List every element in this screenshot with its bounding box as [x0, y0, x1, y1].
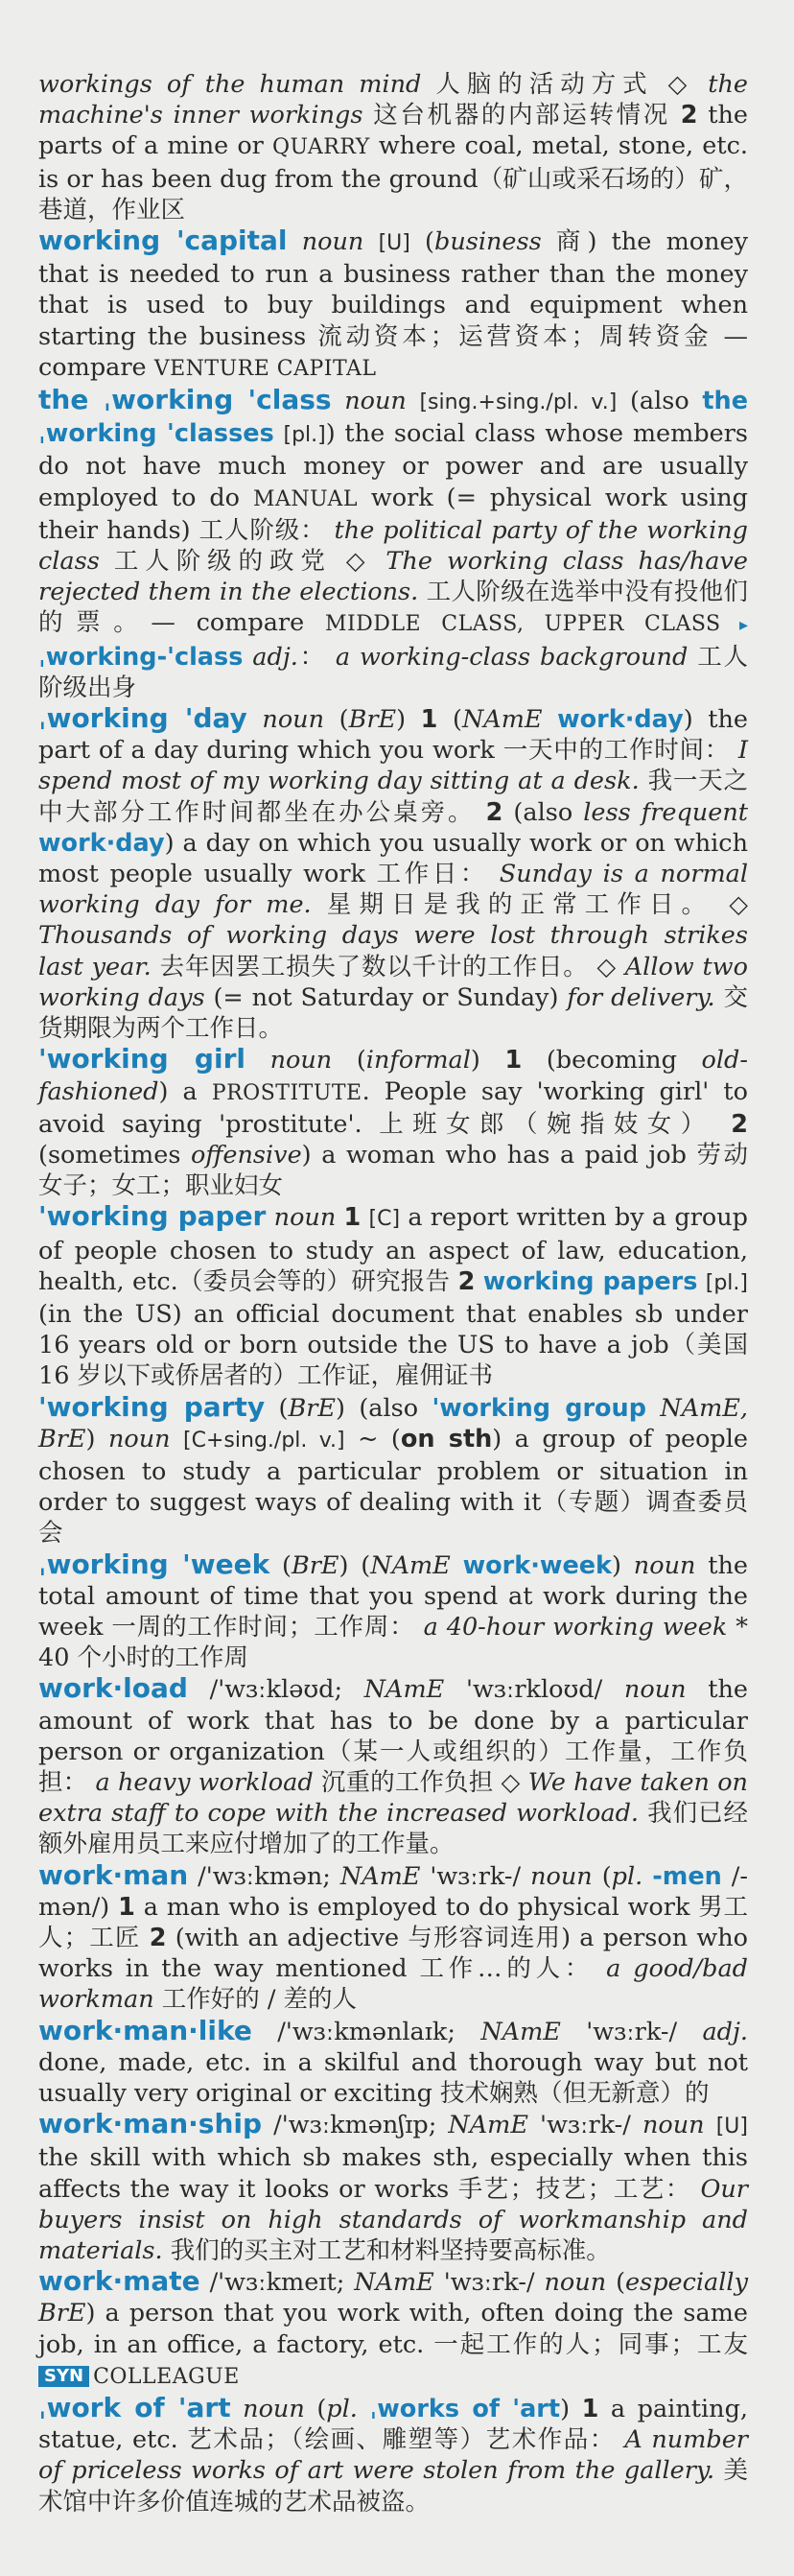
italic-text: a heavy workload: [95, 1767, 314, 1797]
italic-text: noun: [633, 1550, 696, 1580]
text-run: [451, 1551, 463, 1580]
text-run: 我们的买主对工艺和材料坚持要高标准。: [162, 2236, 611, 2266]
text-run: where coal, metal, stone, etc. is or has been dug from the ground（矿山或采石场的）矿，巷道，作业区: [38, 131, 748, 225]
italic-text: noun: [623, 1675, 687, 1705]
italic-text: NAmE: [354, 2268, 434, 2298]
text-run: 人脑的活动方式 ◇: [421, 70, 709, 99]
text-run: a painting, statue, etc. 艺术品；（绘画、雕塑等）艺术作品：: [38, 2395, 749, 2455]
text-run: (with an adjective 与形容词连用) a person who works in the way mentioned 工作…的人：: [38, 1923, 748, 1984]
text-run: (: [606, 2268, 626, 2298]
entry-working-capital: [38, 225, 748, 385]
text-run: [245, 1046, 270, 1075]
syn-badge: SYN: [38, 2366, 89, 2387]
entry-working-girl: [38, 1044, 748, 1201]
grammar-code: [U]: [715, 2115, 748, 2139]
dictionary-column: [38, 69, 748, 2517]
italic-text: noun: [544, 2268, 607, 2298]
variant-form: work·day: [557, 705, 684, 735]
headword: ˌwork of 'art: [38, 2392, 231, 2424]
cross-reference: MIDDLE CLASS, UPPER CLASS: [324, 612, 721, 637]
italic-text: I spend most of my working day sitting at a desk.: [38, 736, 748, 796]
text-run: [697, 1267, 705, 1296]
headword: ˌworking 'day: [38, 702, 247, 735]
entry-working-paper: [38, 1201, 748, 1391]
headword: 'working girl: [38, 1043, 245, 1075]
text-run: the total amount of time that you spend at work during the week 一周的工作时间；工作周：: [38, 1550, 749, 1642]
headword: work·man: [38, 1858, 189, 1891]
derivative-arrow-icon: ▸: [720, 615, 749, 636]
entry-working-party: [38, 1392, 748, 1549]
italic-text: noun: [107, 1424, 171, 1453]
grammar-code: [pl.]: [283, 423, 326, 448]
text-run: * 40 个小时的工作周: [38, 1612, 749, 1673]
text-run: [243, 643, 252, 672]
text-run: (also: [502, 797, 584, 827]
text-run: (: [269, 1550, 292, 1580]
sense-number: 1: [504, 1046, 523, 1075]
text-run: (= not Saturday or Sunday): [204, 982, 568, 1012]
text-run: /'wɜːkmənlaɪk;: [251, 2017, 481, 2046]
italic-text: BrE: [291, 1550, 339, 1580]
text-run: ) a person that you work with, often doing the same job, in an office, a factory, etc. 一起工作的人；同事；工友: [38, 2299, 748, 2359]
text-run: [475, 1267, 482, 1296]
text-run: [646, 1394, 660, 1423]
text-run: [705, 2111, 716, 2139]
headword: work·man·like: [38, 2014, 252, 2046]
variant-form: ˌworking-'class: [38, 642, 244, 672]
text-run: [231, 2395, 244, 2423]
headword: the ˌworking 'class: [38, 384, 332, 416]
sense-number: 2: [680, 101, 698, 130]
headword: ˌworking 'week: [38, 1548, 270, 1580]
text-run: 工作好的 / 差的人: [153, 1985, 358, 2015]
text-run: /'wɜːkmən;: [188, 1861, 340, 1891]
text-run: [361, 1203, 368, 1232]
text-run: (also: [617, 387, 703, 416]
variant-form: -men: [652, 1861, 722, 1891]
text-run: ) (also: [336, 1393, 432, 1423]
text-run: 工人阶级在选举中没有投他们的票。— compare: [38, 578, 748, 638]
entry-working-class: [38, 385, 748, 703]
italic-text: BrE: [288, 1393, 336, 1423]
cross-reference: VENTURE CAPITAL: [153, 356, 377, 381]
text-run: ~ (: [344, 1424, 401, 1453]
variant-form: work·day: [38, 828, 165, 858]
text-run: 交货期限为两个工作日。: [38, 982, 748, 1044]
italic-text: noun: [530, 1861, 593, 1891]
text-run: 'wɜːrk-/: [527, 2111, 642, 2140]
italic-text: less frequent: [583, 797, 748, 827]
italic-text: Thousands of working days were lost through strikes last year.: [38, 921, 748, 981]
variant-form: working papers: [482, 1266, 698, 1296]
sense-number: 2: [457, 1266, 476, 1296]
italic-text: NAmE: [370, 1550, 451, 1580]
grammar-code: [U]: [378, 231, 410, 256]
variant-form: ˌworks of 'art: [369, 2395, 561, 2424]
italic-text: NAmE: [339, 1861, 421, 1891]
text-run: [358, 2395, 370, 2423]
text-run: 这台机器的内部运转情况: [362, 101, 681, 130]
italic-text: the machine's inner workings: [38, 70, 748, 130]
text-run: ) a: [158, 1076, 212, 1106]
text-run: ) (: [339, 1550, 371, 1580]
text-run: ): [470, 1046, 505, 1075]
headword: work·mate: [38, 2265, 200, 2298]
text-run: (sometimes: [38, 1140, 191, 1170]
text-run: ): [612, 1550, 634, 1580]
entry-workmanlike: [38, 2016, 748, 2110]
text-run: [363, 227, 378, 256]
text-run: ) a day on which you usually work or on which most people usually work 工作日：: [38, 828, 748, 889]
cross-reference: MANUAL: [252, 486, 358, 511]
text-run: [336, 1203, 343, 1232]
variant-form: the ˌworking 'classes: [38, 387, 748, 449]
entry-workman: [38, 1860, 748, 2016]
italic-text: a 40-hour working week: [423, 1612, 728, 1642]
sense-number: on sth: [400, 1424, 493, 1453]
cross-reference: COLLEAGUE: [93, 2364, 240, 2389]
text-run: [288, 227, 302, 256]
text-run: [247, 705, 263, 734]
sense-number: 1: [343, 1203, 362, 1233]
italic-text: A number of priceless works of art were stolen from the gallery.: [38, 2425, 749, 2486]
text-run: 'wɜːrk-/: [560, 2017, 703, 2046]
text-run: (: [304, 2395, 327, 2424]
text-run: 工人阶级出身: [38, 642, 748, 702]
grammar-code: [C]: [368, 1207, 401, 1232]
text-run: 我们已经额外雇用员工来应付增加了的工作量。: [38, 1799, 748, 1859]
sense-number: 1: [420, 705, 438, 735]
headword: work·load: [38, 1672, 188, 1705]
text-run: 美术馆中许多价值连城的艺术品被盗。: [38, 2456, 748, 2517]
text-run: ): [560, 2395, 582, 2424]
text-run: [543, 705, 558, 734]
entry-workmanship: [38, 2109, 748, 2266]
italic-text: workings of the human mind: [38, 70, 422, 99]
italic-text: NAmE: [448, 2111, 528, 2140]
text-run: 星期日是我的正常工作日。 ◇: [311, 890, 748, 920]
text-run: /-mən/): [38, 1861, 748, 1922]
entry-works-cont: [38, 69, 748, 225]
italic-text: informal: [365, 1046, 471, 1075]
italic-text: business: [434, 227, 542, 257]
italic-text: We have taken on extra staff to cope with the increased workload.: [38, 1767, 748, 1829]
italic-text: noun: [269, 1046, 333, 1075]
text-run: the skill with which sb makes sth, especially when this affects the way it looks or works 手艺；技艺；工艺：: [38, 2143, 748, 2204]
italic-text: adj.: [702, 2017, 748, 2046]
text-run: 去年因罢工损失了数以千计的工作日。 ◇: [151, 952, 625, 981]
entry-workload: [38, 1673, 748, 1859]
entry-working-week: [38, 1549, 748, 1674]
headword: 'working paper: [38, 1200, 267, 1233]
italic-text: noun: [262, 705, 325, 735]
sense-number: 1: [118, 1892, 135, 1922]
text-run: . People say 'working girl' to avoid saying 'prostitute'. 上班女郎（婉指妓女）: [38, 1076, 748, 1139]
text-run: ) a woman who has a paid job 劳动女子；女工；职业妇女: [38, 1140, 748, 1201]
italic-text: Allow two working days: [38, 952, 748, 1012]
text-run: 商) the money that is needed to run a business rather than the money that is used to buy buildings and equipment when starting the business 流动资本；运营资本；周转资金 — compare: [38, 227, 749, 382]
text-run: work (= physical work using their hands) 工人阶级：: [38, 483, 749, 545]
italic-text: BrE: [348, 705, 397, 735]
italic-text: NAmE: [461, 705, 543, 735]
italic-text: noun: [344, 387, 407, 416]
text-run: 工人阶级的政党 ◇: [99, 547, 386, 577]
italic-text: adj.: [252, 642, 298, 672]
italic-text: the political party of the working class: [38, 515, 748, 577]
italic-text: noun: [301, 227, 364, 257]
text-run: done, made, etc. in a skilful and thorough way but not usually very original or exciting 技术娴熟（但无新意）的: [38, 2047, 748, 2108]
italic-text: noun: [642, 2111, 705, 2140]
text-run: [266, 1203, 273, 1232]
text-run: (: [409, 227, 434, 257]
italic-text: offensive: [191, 1140, 302, 1170]
text-run: [642, 1862, 652, 1891]
cross-reference: QUARRY: [271, 135, 370, 160]
sense-number: 2: [149, 1923, 167, 1952]
grammar-code: [C+sing./pl. v.]: [183, 1428, 345, 1453]
italic-text: noun: [273, 1203, 337, 1233]
italic-text: Sunday is a normal working day for me.: [38, 860, 749, 920]
text-run: 'wɜːrk-/: [433, 2268, 545, 2298]
variant-form: work·week: [462, 1550, 613, 1580]
text-run: (: [592, 1861, 612, 1891]
text-run: 沉重的工作负担 ◇: [313, 1767, 528, 1797]
grammar-code: [sing.+sing./pl. v.]: [419, 390, 618, 415]
text-run: /'wɜːkmənʃɪp;: [262, 2111, 449, 2140]
text-run: [332, 387, 345, 415]
text-run: ) the part of a day during which you work 一天中的工作时间：: [38, 705, 749, 766]
text-run: 'wɜːrk-/: [420, 1861, 531, 1891]
text-run: (: [332, 1046, 366, 1075]
grammar-code: [pl.]: [705, 1270, 748, 1295]
text-run: 'wɜːrkloʊd/: [444, 1675, 624, 1705]
text-run: /'wɜːkləʊd;: [187, 1675, 364, 1705]
italic-text: for delivery.: [567, 982, 715, 1012]
text-run: (: [324, 705, 349, 735]
headword: work·man·ship: [38, 2108, 263, 2140]
text-run: the amount of work that has to be done by a particular person or organization（某一人或组织的）工作量，工作负担：: [38, 1675, 748, 1797]
text-run: ：: [297, 642, 336, 672]
text-run: a man who is employed to do physical work 男工人；工匠: [38, 1892, 748, 1952]
italic-text: Our buyers insist on high standards of workmanship and materials.: [38, 2174, 748, 2266]
entry-work-of-art: [38, 2393, 748, 2517]
text-run: (: [437, 705, 462, 735]
text-run: the parts of a mine or: [38, 101, 748, 161]
variant-form: 'working group: [432, 1393, 646, 1423]
text-run: [171, 1425, 183, 1453]
italic-text: The working class has/have rejected them in the elections.: [38, 547, 748, 607]
italic-text: pl.: [611, 1861, 643, 1891]
italic-text: old-fashioned: [38, 1046, 748, 1106]
text-run: ) a group of people chosen to study a particular problem or situation in order to suggest ways of dealing with it（专题）调查委员会: [38, 1424, 748, 1548]
headword: working 'capital: [38, 225, 288, 257]
headword: 'working party: [38, 1390, 266, 1423]
sense-number: 2: [485, 797, 503, 827]
text-run: (: [265, 1393, 289, 1423]
text-run: 我一天之中大部分工作时间都坐在办公桌旁。: [38, 767, 748, 827]
italic-text: a working-class background: [335, 642, 689, 672]
italic-text: NAmE: [363, 1675, 445, 1705]
entry-working-day: [38, 703, 748, 1044]
cross-reference: PROSTITUTE: [211, 1080, 362, 1105]
italic-text: pl.: [326, 2395, 358, 2424]
italic-text: a good/bad workman: [38, 1954, 749, 2015]
text-run: a report written by a group of people chosen to study an aspect of law, education, health, etc.（委员会等的）研究报告: [38, 1203, 748, 1296]
sense-number: 2: [731, 1109, 748, 1139]
text-run: ): [396, 705, 421, 735]
text-run: (in the US) an official document that enables sb under 16 years old or born outside the US to have a job（美国 16 岁以下或侨居者的）工作证，雇佣证书: [38, 1299, 748, 1391]
italic-text: noun: [243, 2395, 305, 2424]
text-run: /'wɜːkmeɪt;: [199, 2268, 355, 2298]
entry-workmate: [38, 2266, 748, 2393]
text-run: (becoming: [522, 1046, 702, 1075]
sense-number: 1: [581, 2395, 599, 2424]
italic-text: NAmE, BrE: [38, 1393, 749, 1453]
text-run: [407, 387, 420, 415]
italic-text: NAmE: [480, 2017, 561, 2046]
text-run: ): [85, 1424, 108, 1453]
text-run: ) the social class whose members do not have much money or power and are usually employed to do: [38, 419, 748, 512]
italic-text: especially BrE: [38, 2268, 748, 2328]
